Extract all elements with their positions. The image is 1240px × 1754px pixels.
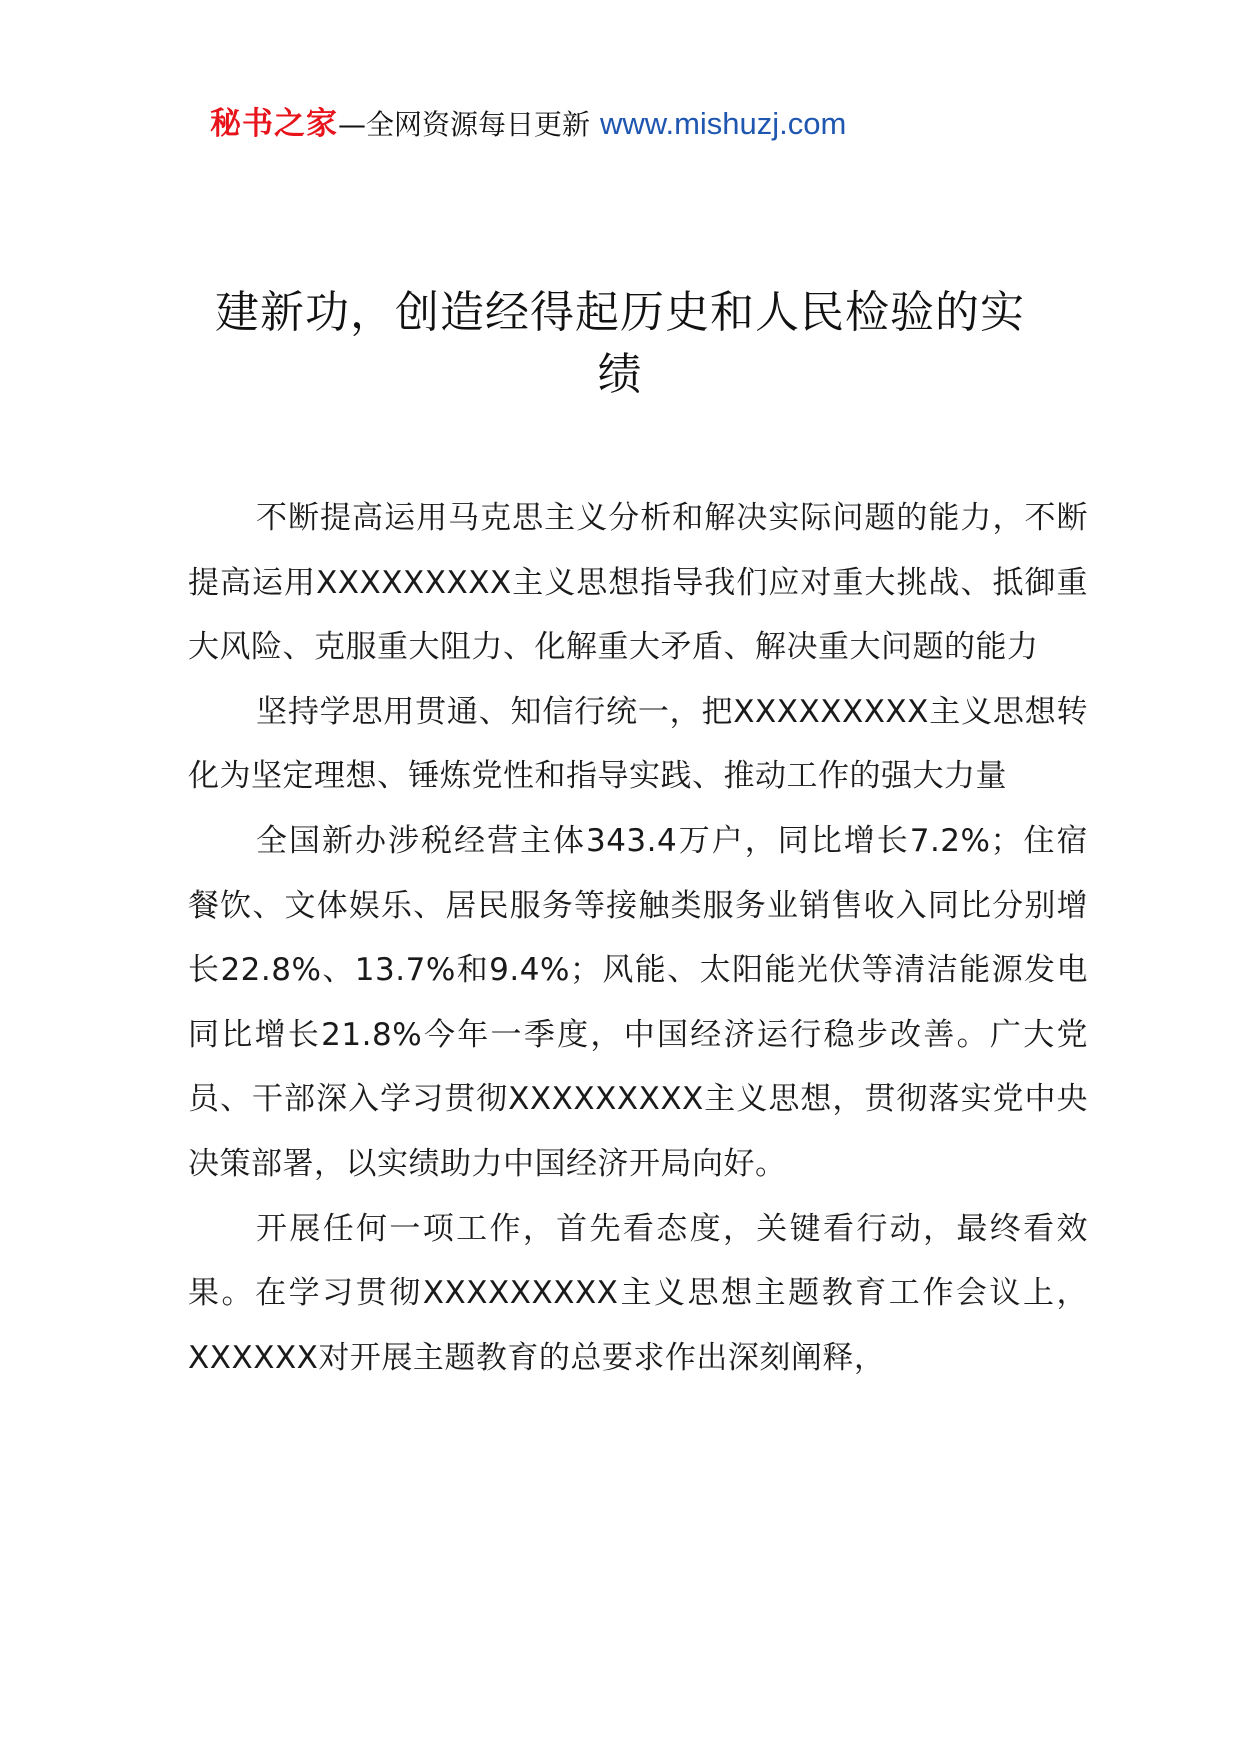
paragraph-1: 不断提高运用马克思主义分析和解决实际问题的能力，不断提高运用XXXXXXXXX主义思想指导我们应对重大挑战、抵御重大风险、克服重大阻力、化解重大矛盾、解决重大问题的能力: [188, 500, 1088, 666]
paragraph-3: 全国新办涉税经营主体343.4万户，同比增长7.2%；住宿餐饮、文体娱乐、居民服务等接触类服务业销售收入同比分别增长22.8%、13.7%和9.4%；风能、太阳能光伏等清洁能源发电同比增长21.8%今年一季度，中国经济运行稳步改善。广大党员、干部深入学习贯彻XXXXXXXXX主义思想，贯彻落实党中央决策部署，以实绩助力中国经济开局向好。: [188, 822, 1088, 1182]
title-line-1: 建新功，创造经得起历史和人民检验的实: [215, 287, 1025, 338]
paragraph-2: 坚持学思用贯通、知信行统一，把XXXXXXXXX主义思想转化为坚定理想、锤炼党性和指导实践、推动工作的强大力量: [188, 693, 1088, 795]
site-header: [210, 98, 846, 150]
paragraph-4: 开展任何一项工作，首先看态度，关键看行动，最终看效果。在学习贯彻XXXXXXXXX主义思想主题教育工作会议上，XXXXXX对开展主题教育的总要求作出深刻阐释，: [188, 1210, 1088, 1376]
brand-name: 秘书之家: [210, 106, 338, 142]
document-title: [170, 282, 1070, 406]
document-body: [188, 486, 1088, 1390]
title-line-2: 绩: [597, 349, 643, 400]
site-url-link[interactable]: www.mishuzj.com: [600, 106, 847, 141]
header-tagline: —全网资源每日更新: [338, 108, 591, 141]
